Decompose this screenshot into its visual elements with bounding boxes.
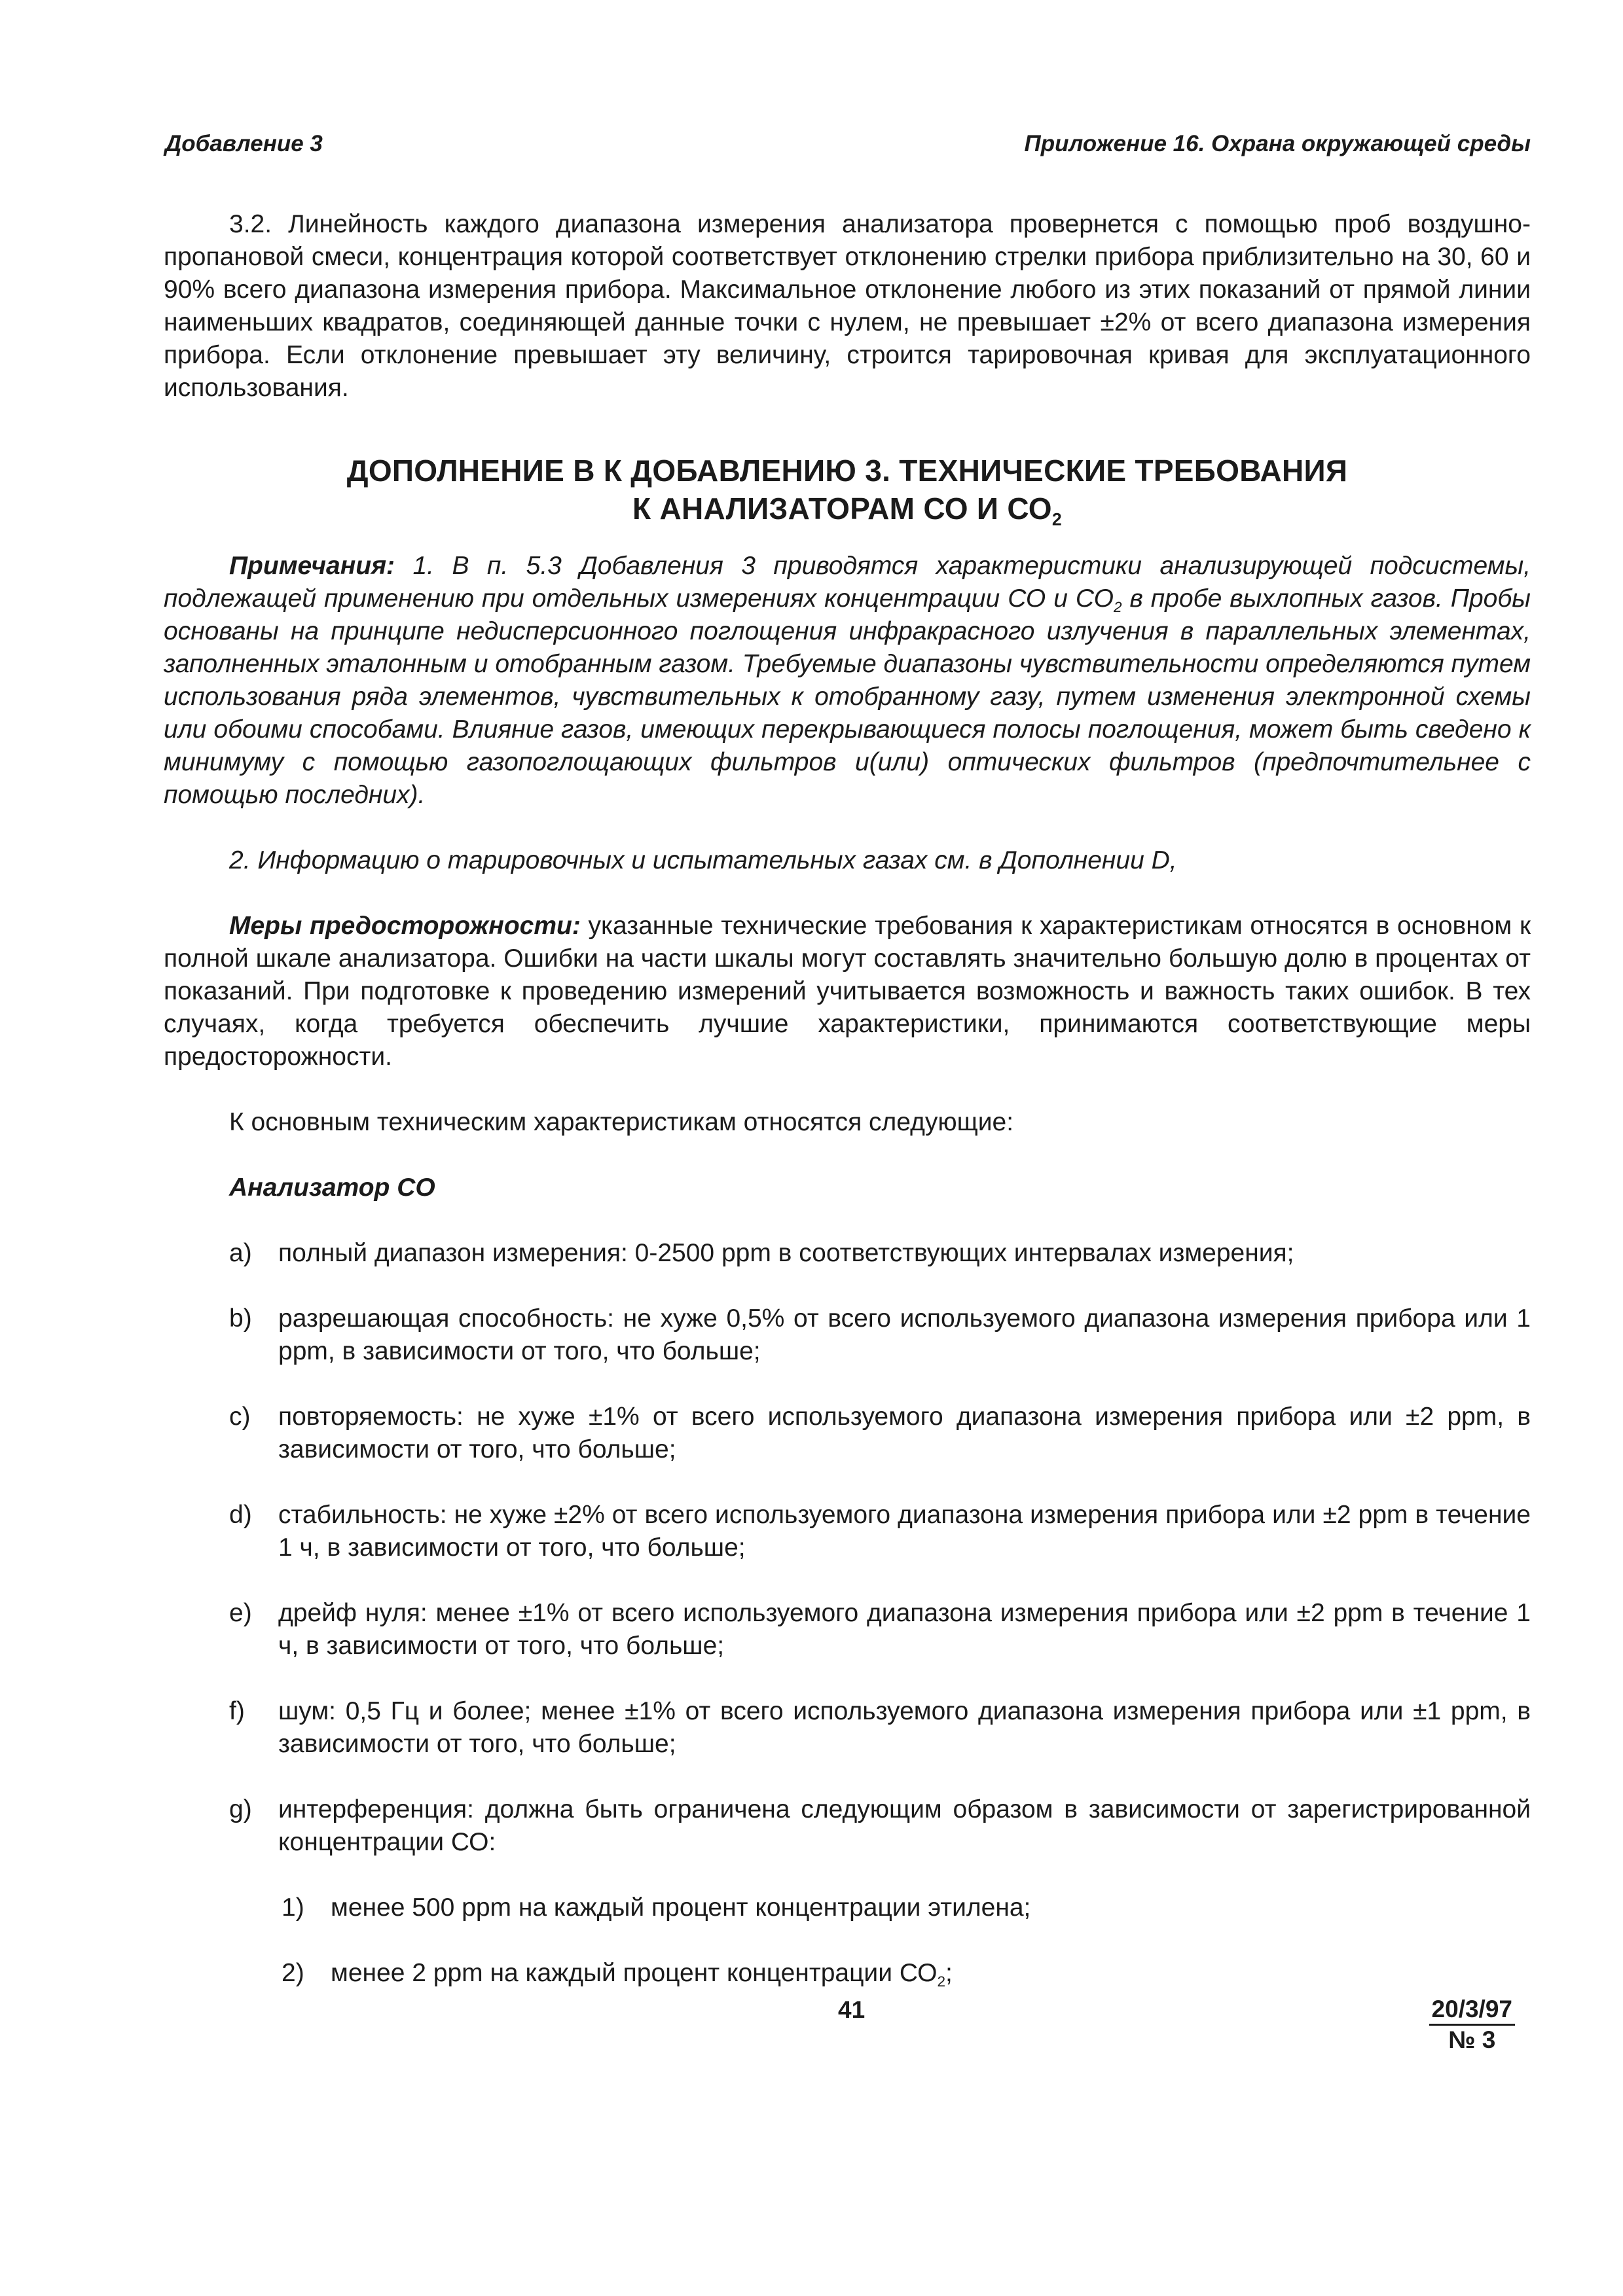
list-item — [164, 1237, 1531, 1270]
list-marker: d) — [229, 1501, 252, 1529]
list-item-text: стабильность: не хуже ±2% от всего используемого диапазона измерения прибора или ±2 ppm в течение 1 ч, в зависимости от того, что больше; — [278, 1501, 1531, 1562]
header-left: Добавление 3 — [165, 131, 323, 156]
notes-paragraph — [164, 550, 1531, 812]
list-marker: f) — [229, 1697, 245, 1725]
notes-subscript: 2 — [1113, 598, 1122, 615]
sub-list-subscript: 2 — [937, 1973, 946, 1990]
list-item — [164, 1499, 1531, 1564]
precautions-label: Меры предосторожности: — [229, 912, 581, 940]
footer-date-block — [1429, 1995, 1515, 2054]
list-marker: b) — [229, 1304, 252, 1333]
list-item-text: шум: 0,5 Гц и более; менее ±1% от всего используемого диапазона измерения прибора или ±1 ppm, в зависимости от того, что больше; — [278, 1697, 1531, 1758]
list-item — [164, 1793, 1531, 1859]
list-marker: g) — [229, 1795, 252, 1823]
sub-list-item-text: менее 500 ppm на каждый процент концентрации этилена; — [331, 1893, 1031, 1922]
co-analyzer-heading: Анализатор СО — [229, 1174, 435, 1202]
list-marker: e) — [229, 1599, 252, 1627]
header-right: Приложение 16. Охрана окружающей среды — [1024, 131, 1531, 156]
sub-list-marker: 1) — [282, 1893, 304, 1922]
list-marker: a) — [229, 1239, 252, 1267]
main-characteristics: К основным техническим характеристикам относятся следующие: — [229, 1108, 1014, 1136]
notes-text-1: 1. В п. 5.3 Добавления 3 приводятся характеристики анализирующей подсистемы, подлежащей применению при отдельных измерениях концентрации СО и СО — [164, 552, 1531, 613]
document-page — [164, 0, 1531, 2296]
sub-list-item — [164, 1892, 1531, 1924]
section-title — [164, 452, 1531, 528]
notes-text-2: в пробе выхлопных газов. Пробы основаны на принципе недисперсионного поглощения инфракрасного излучения в параллельных элементах, заполненных эталонным и отобранным газом. Требуемые диапазоны чувствительности определяются путем использования ряда элементов, чувствительных к отобранному газу, путем изменения электронной схемы или обоими способами. Влияние газов, имеющих перекрывающиеся полосы поглощения, может быть сведено к минимуму с помощью газопоглощающих фильтров и(или) оптических фильтров (предпочтительнее с помощью последних). — [164, 584, 1531, 809]
title-line-2: К АНАЛИЗАТОРАМ СО И СО — [632, 492, 1052, 526]
precautions-paragraph — [164, 910, 1531, 1073]
footer-issue: № 3 — [1448, 2026, 1496, 2053]
list-item — [164, 1401, 1531, 1466]
title-subscript: 2 — [1051, 509, 1062, 529]
footer-date: 20/3/97 — [1429, 1995, 1515, 2026]
notes-label: Примечания: — [229, 552, 395, 580]
list-item-text: повторяемость: не хуже ±1% от всего используемого диапазона измерения прибора или ±2 ppm, в зависимости от того, что больше; — [278, 1403, 1531, 1463]
list-item-text: интерференция: должна быть ограничена следующим образом в зависимости от зарегистрированной концентрации СО: — [278, 1795, 1531, 1856]
list-item-text: дрейф нуля: менее ±1% от всего используемого диапазона измерения прибора или ±2 ppm в течение 1 ч, в зависимости от того, что больше; — [278, 1599, 1531, 1660]
intro-paragraph: 3.2. Линейность каждого диапазона измерения анализатора провернется с помощью проб воздушно-пропановой смеси, концентрация которой соответствует отклонению стрелки прибора приблизительно на 30, 60 и 90% всего диапазона измерения прибора. Максимальное отклонение любого из этих показаний от прямой линии наименьших квадратов, соединяющей данные точки с нулем, не превышает ±2% от всего диапазона измерения прибора. Если отклонение превышает эту величину, строится тарировочная кривая для эксплуатационного использования. — [164, 210, 1531, 402]
sub-list-item — [164, 1957, 1531, 1990]
precautions-text: указанные технические требования к характеристикам относятся в основном к полной шкале анализатора. Ошибки на части шкалы могут составлять значительно большую долю в процентах от показаний. При подготовке к проведению измерений учитывается возможность и важность таких ошибок. В тех случаях, когда требуется обеспечить лучшие характеристики, принимаются соответствующие меры предосторожности. — [164, 912, 1531, 1071]
page-body — [164, 208, 1531, 1990]
list-item — [164, 1597, 1531, 1662]
title-line-1: ДОПОЛНЕНИЕ В К ДОБАВЛЕНИЮ 3. ТЕХНИЧЕСКИЕ ТРЕБОВАНИЯ — [346, 454, 1348, 488]
note-2: 2. Информацию о тарировочных и испытательных газах см. в Дополнении D, — [229, 846, 1177, 874]
page-number: 41 — [838, 1996, 866, 2023]
list-item-text: разрешающая способность: не хуже 0,5% от всего используемого диапазона измерения прибора или 1 ppm, в зависимости от того, что больше; — [278, 1304, 1531, 1365]
sub-list-marker: 2) — [282, 1959, 304, 1987]
sub-list-item-text: менее 2 ppm на каждый процент концентрации СО — [331, 1959, 938, 1987]
list-item — [164, 1695, 1531, 1761]
running-header — [164, 131, 1531, 170]
sub-list-item-end: ; — [945, 1959, 953, 1987]
list-marker: c) — [229, 1403, 251, 1431]
list-item — [164, 1302, 1531, 1368]
list-item-text: полный диапазон измерения: 0-2500 ppm в соответствующих интервалах измерения; — [278, 1239, 1294, 1267]
